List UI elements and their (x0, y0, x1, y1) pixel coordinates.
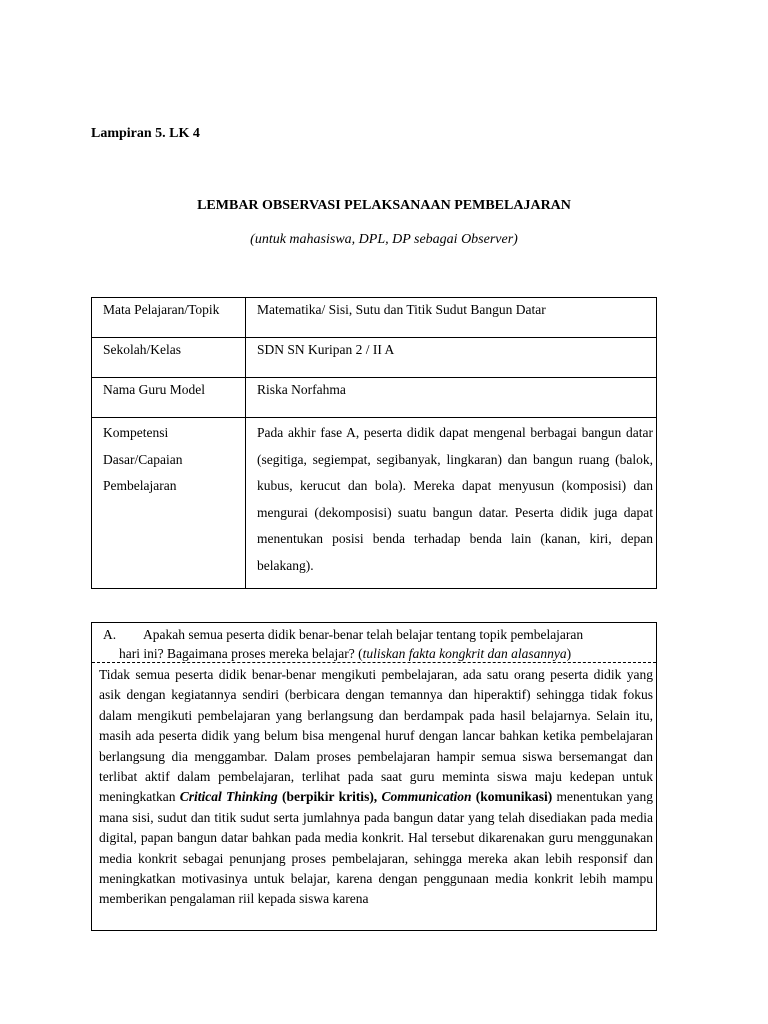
question-text-continued: hari ini? Bagaimana proses mereka belajar? ( (119, 646, 363, 661)
subject-value: Matematika/ Sisi, Sutu dan Titik Sudut Bangun Datar (246, 298, 657, 338)
observation-answer (92, 663, 656, 910)
question-text: Apakah semua peserta didik benar-benar telah belajar tentang topik pembelajaran (143, 627, 584, 642)
teacher-value: Riska Norfahma (246, 378, 657, 418)
observation-box (91, 622, 657, 931)
info-row-school (92, 338, 657, 378)
document-subtitle: (untuk mahasiswa, DPL, DP sebagai Observer) (250, 232, 518, 247)
info-row-subject (92, 298, 657, 338)
term-critical-thinking: Critical Thinking (179, 789, 278, 805)
question-close: ) (566, 646, 572, 661)
competency-label: Kompetensi Dasar/Capaian Pembelajaran (92, 418, 246, 589)
document-title: LEMBAR OBSERVASI PELAKSANAAN PEMBELAJARAN (197, 198, 571, 213)
school-label: Sekolah/Kelas (92, 338, 246, 378)
lesson-info-table (91, 297, 657, 589)
attachment-label: Lampiran 5. LK 4 (91, 126, 200, 141)
term-communication-gloss: (komunikasi) (471, 789, 553, 805)
answer-part-2: menentukan yang mana sisi, sudut dan titik sudut serta jumlahnya pada bangun datar yang telah disediakan pada media digital, papan bangun datar bahkan pada media konkrit. Hal tersebut dikarenakan guru menggunakan media konkrit sebagai penunjang proses pembelajaran, sehingga mereka akan lebih responsif dan meningkatkan motivasinya untuk belajar, karena dengan penggunaan media konkrit lebih mampu memberikan pengalaman riil kepada siswa karena (99, 789, 654, 907)
competency-value: Pada akhir fase A, peserta didik dapat mengenal berbagai bangun datar (segitiga, segiempat, segibanyak, lingkaran) dan bangun ruang (balok, kubus, kerucut dan bola). Mereka dapat menyusun (komposisi) dan mengurai (dekomposisi) suatu bangun datar. Peserta didik juga dapat menentukan posisi benda terhadap benda lain (kanan, kiri, depan belakang). (246, 418, 657, 589)
question-hint: tuliskan fakta kongkrit dan alasannya (362, 646, 567, 661)
term-communication: Communication (381, 789, 472, 805)
info-row-competency (92, 418, 657, 589)
question-number: A. (103, 627, 117, 642)
term-critical-gloss: (berpikir kritis), (277, 789, 382, 805)
observation-question (92, 623, 656, 663)
school-value: SDN SN Kuripan 2 / II A (246, 338, 657, 378)
answer-part-1: Tidak semua peserta didik benar-benar mengikuti pembelajaran, ada satu orang peserta didik yang asik dengan kegiatannya sendiri (berbicara dengan temannya dan hiperaktif) sehingga tidak fokus dalam mengikuti pembelajaran yang berlangsung dan berdampak pada hasil belajarnya. Selain itu, masih ada peserta didik yang belum bisa mengenal huruf dengan lancar bahkan ketika pembelajaran berlangsung dia menggambar. Dalam proses pembelajaran hampir semua siswa bersemangat dan terlibat aktif dalam pembelajaran, terlihat pada saat guru meminta siswa maju kedepan untuk meningkatkan (99, 667, 653, 805)
subject-label: Mata Pelajaran/Topik (92, 298, 246, 338)
teacher-label: Nama Guru Model (92, 378, 246, 418)
info-row-teacher (92, 378, 657, 418)
